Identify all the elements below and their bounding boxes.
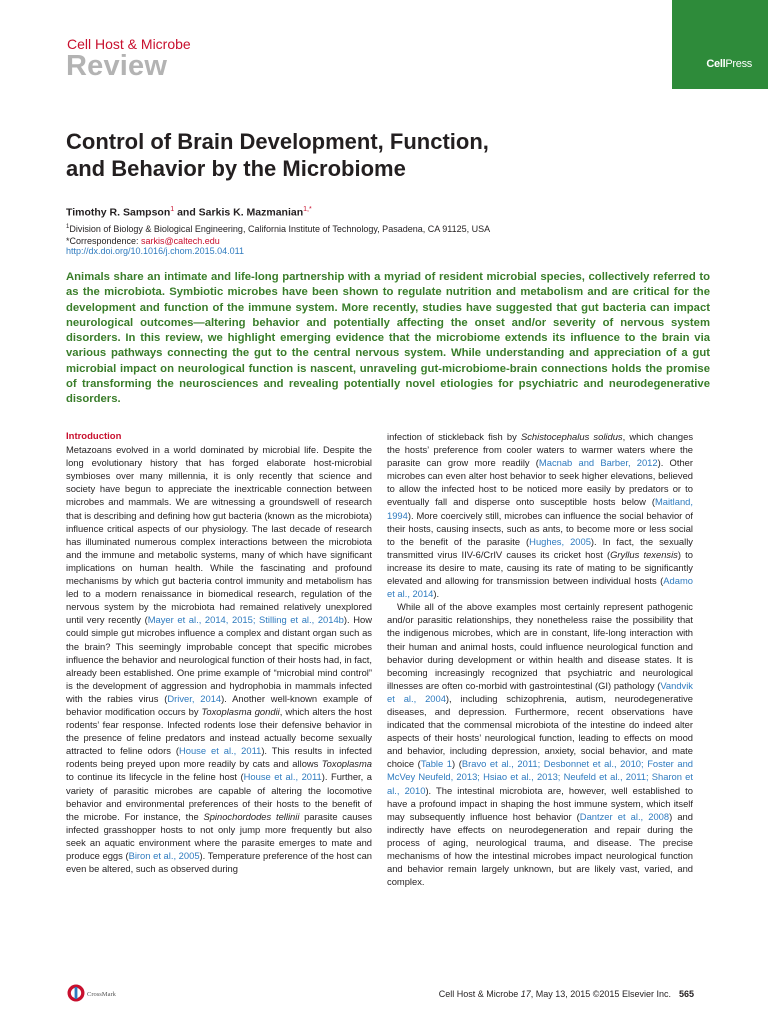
citation-link[interactable]: House et al., 2011: [178, 745, 262, 757]
page-footer: [439, 989, 694, 999]
footer-volume: 17: [520, 989, 531, 999]
doi-link[interactable]: http://dx.doi.org/10.1016/j.chom.2015.04.011: [66, 246, 244, 256]
section-label: Review: [66, 50, 168, 82]
species-name: Spinochordodes tellinii: [203, 810, 300, 822]
author-list: [66, 206, 312, 219]
affiliation-marker: 1: [170, 206, 175, 213]
publisher-logo-text: CellPress: [706, 58, 752, 70]
citation-link[interactable]: Driver, 2014: [167, 692, 222, 704]
citation-link[interactable]: Dantzer et al., 2008: [579, 810, 670, 822]
journal-name: Cell Host & Microbe: [67, 36, 191, 52]
citation-link[interactable]: Adamo et al., 2014: [387, 575, 693, 600]
citation-link[interactable]: Hughes, 2005: [529, 535, 591, 547]
citation-link[interactable]: Mayer et al., 2014, 2015; Stilling et al., 2014b: [147, 614, 344, 626]
citation-link[interactable]: House et al., 2011: [243, 771, 322, 783]
body-paragraph: While all of the above examples most certainly represent pathogenic and/or parasitic relationships, they nonetheless raise the possibility that the indigenous microbes, which are in constant, life-long interaction with their human and animal hosts, could influence neurological function and behavior during development or within health and disease states. It is becoming increasingly recognized that psychiatric and neurological illnesses are often co-morbid with gastrointestinal (GI) pathology (Vandvik et al., 2004), including schizophrenia, autism, neurodegenerative diseases, and depression. Furthermore, recent observations have indicated that the commensal microbiota of the intestine do indeed alter aspects of their hosts’ neurological function, leading to effects on mood and behavior, including depression, anxiety, social behavior, and mate choice (Table 1) (Bravo et al., 2011; Desbonnet et al., 2010; Foster and McVey Neufeld, 2013; Hsiao et al., 2013; Neufeld et al., 2011; Sharon et al., 2010). The intestinal microbiota are, however, well established to have a profound impact in shaping the host immune system, which itself may subsequently influence host behavior (Dantzer et al., 2008) and indirectly have effects on neurodegeneration and repair during the process of aging, neurological trauma, and disease. The precise mechanisms of how the intestinal microbes impact neurological function and behavior remain largely unknown, but are likely vast, varied, and complex.: [387, 601, 694, 888]
article-title: [66, 128, 686, 182]
species-name: Gryllus texensis: [610, 548, 678, 560]
species-name: Toxoplasma gondii: [201, 705, 280, 717]
crossmark-icon[interactable]: [66, 983, 126, 1003]
page-number: 565: [678, 989, 694, 999]
species-name: Schistocephalus solidus: [520, 431, 623, 442]
correspondence-email-link[interactable]: sarkis@caltech.edu: [141, 236, 220, 246]
affiliation-marker: 1: [66, 224, 70, 230]
author-name: Sarkis K. Mazmanian: [198, 206, 304, 219]
citation-link[interactable]: Vandvik et al., 2004: [387, 679, 693, 704]
title-line: Control of Brain Development, Function,: [66, 129, 489, 154]
correspondence-label: *Correspondence:: [66, 236, 142, 246]
citation-link[interactable]: Biron et al., 2005: [128, 850, 200, 861]
footer-citation: Cell Host & Microbe: [438, 989, 521, 999]
affiliation-marker: 1,*: [303, 206, 312, 213]
footer-date: , May 13, 2015 ©2015 Elsevier Inc.: [530, 989, 671, 999]
body-paragraph: infection of stickleback fish by Schistocephalus solidus, which changes the hosts’ preference from cooler waters to warmer waters where the parasite can grow more readily (Macnab and Barber, 2012). Other microbes can even alter host behavior to seek higher elevations, believed to allow the infected host to be noticed more easily by predators or to eventually fall and disperse onto susceptible hosts below (Maitland, 1994). More coercively still, microbes can influence the social behavior of their hosts, causing insects, such as ants, to become more or less social to the benefit of the parasite (Hughes, 2005). In fact, the sexually transmitted virus IIV-6/CrIV causes its cricket host (Gryllus texensis) to increase its desire to mate, causing its rate of mating to be significantly elevated and allowing for transmission between individual hosts (Adamo et al., 2014).: [387, 431, 694, 600]
body-column-left: [66, 430, 372, 875]
citation-link[interactable]: Bravo et al., 2011; Desbonnet et al., 2010; Foster and McVey Neufeld, 2013; Hsiao et al., 2013; Neufeld et al., 2011; Sharon et al., 2010: [387, 758, 693, 796]
publisher-logo: [672, 0, 768, 89]
body-paragraph: Metazoans evolved in a world dominated by microbial life. Despite the long evolutionary history that has forged elaborate host-microbial symbioses over many millennia, it is only recently that science and society have begun to appreciate the inextricable connection between microbes and mammals. We are witnessing a groundswell of research that is describing and defining how gut bacteria (known as the microbiota) influence critical aspects of our physiology. The last decade of research has illuminated numerous complex interactions between the microbiota and the immune and metabolic systems, many of which have significant implications on human health. While the fascinating and profound mechanisms by which gut bacteria control immunity and metabolism has led to a modern renaissance in biomedical research, regulation of the nervous system by the microbiota had remained relatively unexplored until very recently (Mayer et al., 2014, 2015; Stilling et al., 2014b). How could simple gut microbes influence a complex and distant organ such as the brain? This seemingly improbable concept that specific microbes influence the behavior and neurological function of their hosts had, in fact, already been established. One prime example of “microbial mind control” is the development of aggression and hydrophobia in mammals infected with the rabies virus (Driver, 2014). Another well-known example of behavior modification occurs by Toxoplasma gondii, which alters the host rodents’ fear response. Infected rodents lose their defensive behavior in the presence of feline predators and instead actually become sexually attracted to feline odors (House et al., 2011). This results in infected rodents being preyed upon more readily by cats and allows Toxoplasma to continue its lifecycle in the feline host (House et al., 2011). Further, a variety of parasitic microbes are capable of altering the locomotive behavior and environmental preferences of their hosts to the benefit of the microbe. For instance, the Spinochordodes tellinii parasite causes infected grasshopper hosts to not only jump more frequently but also seek an aquatic environment where the parasite emerges to mate and produce eggs (Biron et al., 2005). Temperature preference of the host can even be altered, such as observed during: [66, 444, 373, 875]
section-heading: Introduction: [66, 431, 122, 442]
author-separator: and: [174, 206, 199, 219]
author-name: Timothy R. Sampson: [66, 206, 171, 219]
species-name: Toxoplasma: [321, 758, 372, 770]
table-link[interactable]: Table 1: [420, 758, 453, 770]
citation-link[interactable]: Macnab and Barber, 2012: [538, 457, 658, 469]
citation-link[interactable]: Maitland, 1994: [387, 496, 693, 521]
affiliation: Division of Biology & Biological Engineering, California Institute of Technology, Pasadena, CA 91125, USA: [69, 224, 491, 234]
title-line: and Behavior by the Microbiome: [66, 156, 406, 181]
affiliation-block: [66, 221, 706, 247]
abstract: Animals share an intimate and life-long partnership with a myriad of resident microbial species, collectively referred to as the microbiota. Symbiotic microbes have been shown to regulate nutrition and metabolism and are critical for the development and function of the immune system. More recently, studies have suggested that gut bacteria can impact neurological outcomes—altering behavior and potentially affecting the onset and/or severity of nervous system disorders. In this review, we highlight emerging evidence that the microbiome extends its influence to the brain via various pathways connecting the gut to the central nervous system. While understanding and appreciation of a gut microbial impact on neurological function is nascent, unraveling gut-microbiome-brain connections holds the promise of transforming the neurosciences and revealing potentially novel etiologies for psychiatric and neurodegenerative disorders.: [66, 271, 710, 406]
body-column-right: [387, 430, 693, 888]
crossmark-label: CrossMark: [87, 991, 116, 998]
